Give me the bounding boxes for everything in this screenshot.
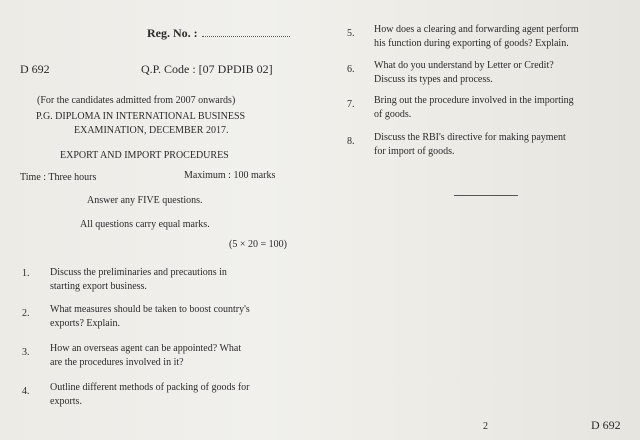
time-allowed: Time : Three hours [20, 172, 97, 183]
question-line: his function during exporting of goods? Explain. [374, 38, 569, 49]
question-number: 5. [347, 28, 355, 39]
question-line: Discuss its types and process. [374, 74, 493, 85]
question-number: 2. [22, 308, 30, 319]
question-number: 8. [347, 136, 355, 147]
question-line: starting export business. [50, 281, 147, 292]
question-number: 4. [22, 386, 30, 397]
paper-code: D 692 [20, 62, 50, 76]
question-text [50, 381, 300, 409]
question-line: How does a clearing and forwarding agent perform [374, 24, 579, 35]
reg-no-label: Reg. No. : [147, 26, 198, 40]
end-rule [454, 195, 518, 196]
instruction-marks: All questions carry equal marks. [80, 219, 210, 230]
instruction-answer: Answer any FIVE questions. [87, 195, 203, 206]
question-line: Discuss the preliminaries and precautions in [50, 267, 227, 278]
question-text [374, 23, 629, 51]
question-text [374, 131, 629, 159]
subject-title: EXPORT AND IMPORT PROCEDURES [60, 150, 229, 161]
question-number: 1. [22, 268, 30, 279]
question-text [374, 94, 629, 122]
question-line: Bring out the procedure involved in the importing [374, 95, 574, 106]
question-number: 6. [347, 64, 355, 75]
question-line: What do you understand by Letter or Credit? [374, 60, 554, 71]
question-line: What measures should be taken to boost country's [50, 304, 250, 315]
question-line: Discuss the RBI's directive for making payment [374, 132, 566, 143]
reg-no-line [202, 27, 290, 37]
question-line: How an overseas agent can be appointed? What [50, 343, 242, 354]
footer-paper-code: D 692 [591, 418, 621, 432]
question-line: for import of goods. [374, 146, 455, 157]
question-line: exports. [50, 396, 82, 407]
question-text [50, 342, 300, 370]
question-line: exports? Explain. [50, 318, 120, 329]
marks-scheme: (5 × 20 = 100) [229, 239, 287, 250]
question-text [50, 303, 300, 331]
candidates-note: (For the candidates admitted from 2007 onwards) [37, 95, 236, 106]
question-line: are the procedures involved in it? [50, 357, 184, 368]
reg-no [147, 26, 290, 41]
question-number: 7. [347, 99, 355, 110]
qp-code: Q.P. Code : [07 DPDIB 02] [141, 62, 273, 76]
maximum-marks: Maximum : 100 marks [184, 170, 276, 181]
programme-line-2: EXAMINATION, DECEMBER 2017. [74, 125, 229, 136]
programme-line-1: P.G. DIPLOMA IN INTERNATIONAL BUSINESS [36, 111, 246, 122]
page-number: 2 [483, 421, 488, 432]
question-line: of goods. [374, 109, 412, 120]
question-line: Outline different methods of packing of goods for [50, 382, 250, 393]
question-text [374, 59, 629, 87]
question-text [50, 266, 300, 294]
question-number: 3. [22, 347, 30, 358]
